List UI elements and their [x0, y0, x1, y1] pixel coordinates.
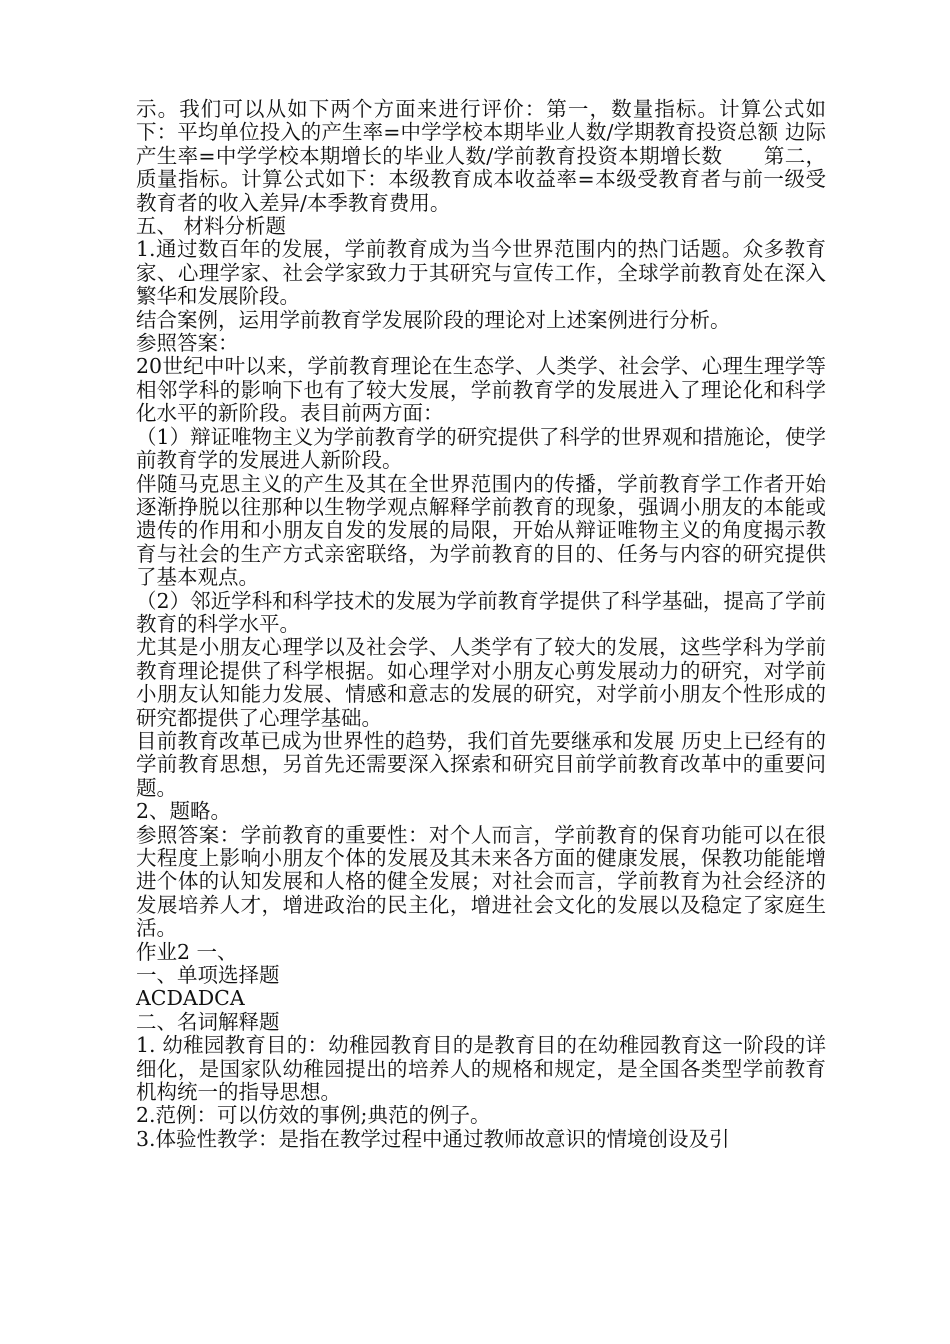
term-definition: 1. 幼稚园教育目的：幼稚园教育目的是教育目的在幼稚园教育这一阶段的详细化，是国家队幼稚园提出的培养人的规格和规定，是全国各类型学前教育机构统一的指导思想。: [136, 1033, 826, 1105]
paragraph-evaluation-methods: 示。我们可以从如下两个方面来进行评价：第一，数量指标。计算公式如下：平均单位投入的产生率=中学学校本期毕业人数/学期教育投资总额 边际产生率=中学学校本期增长的毕业人数/学前教育投资本期增长数 第二，质量指标。计算公式如下：本级教育成本收益率=本级受教育者与前一级受教育者的收入差异/本季教育费用。: [136, 97, 826, 215]
section-heading-multiple-choice: 一、单项选择题: [136, 963, 280, 988]
multiple-choice-answers: ACDADCA: [136, 986, 245, 1011]
answer-label: 参照答案：: [136, 331, 239, 356]
document-body: [136, 98, 826, 1151]
assignment-heading: 作业2 一、: [136, 939, 238, 964]
section-heading-terms: 二、名词解释题: [136, 1009, 280, 1034]
term-definition: 2.范例：可以仿效的事例;典范的例子。: [136, 1103, 491, 1128]
answer-paragraph: 伴随马克思主义的产生及其在全世界范围内的传播，学前教育学工作者开始逐渐挣脱以往那种以生物学观点解释学前教育的现象，强调小朋友的本能或遗传的作用和小朋友自发的发展的局限，开始从辩证唯物主义的角度揭示教育与社会的生产方式亲密联络，为学前教育的目的、任务与内容的研究提供了基本观点。: [136, 471, 826, 590]
answer-paragraph: 参照答案：学前教育的重要性：对个人而言，学前教育的保育功能可以在很大程度上影响小朋友个体的发展及其未来各方面的健康发展，保教功能能增进个体的认知发展和人格的健全发展；对社会而言，学前教育为社会经济的发展培养人才，增进政治的民主化，增进社会文化的发展以及稳定了家庭生活。: [136, 822, 826, 941]
answer-paragraph: 目前教育改革已成为世界性的趋势，我们首先要继承和发展 历史上已经有的学前教育思想，另首先还需要深入探索和研究目前学前教育改革中的重要问题。: [136, 728, 826, 800]
answer-paragraph: 20世纪中叶以来，学前教育理论在生态学、人类学、社会学、心理生理学等相邻学科的影响下也有了较大发展，学前教育学的发展进入了理论化和科学化水平的新阶段。表目前两方面：: [136, 354, 826, 426]
answer-point-2: （2）邻近学科和科学技术的发展为学前教育学提供了科学基础，提高了学前教育的科学水平。: [136, 588, 826, 636]
question-1-prompt: 结合案例，运用学前教育学发展阶段的理论对上述案例进行分析。: [136, 307, 731, 332]
question-2-text: 2、题略。: [136, 799, 232, 824]
answer-point-1: （1）辩证唯物主义为学前教育学的研究提供了科学的世界观和措施论，使学前教育学的发展进人新阶段。: [136, 424, 826, 473]
term-definition: 3.体验性教学：是指在教学过程中通过教师故意识的情境创设及引: [136, 1126, 730, 1151]
answer-paragraph: 尤其是小朋友心理学以及社会学、人类学有了较大的发展，这些学科为学前教育理论提供了科学根据。如心理学对小朋友心剪发展动力的研究，对学前小朋友认知能力发展、情感和意志的发展的研究，对学前小朋友个性形成的研究都提供了心理学基础。: [136, 635, 826, 730]
question-1-text: 1.通过数百年的发展，学前教育成为当今世界范围内的热门话题。众多教育家、心理学家、社会学家致力于其研究与宣传工作，全球学前教育处在深入繁华和发展阶段。: [136, 237, 826, 309]
section-heading-material-analysis: 五、 材料分析题: [136, 214, 287, 239]
